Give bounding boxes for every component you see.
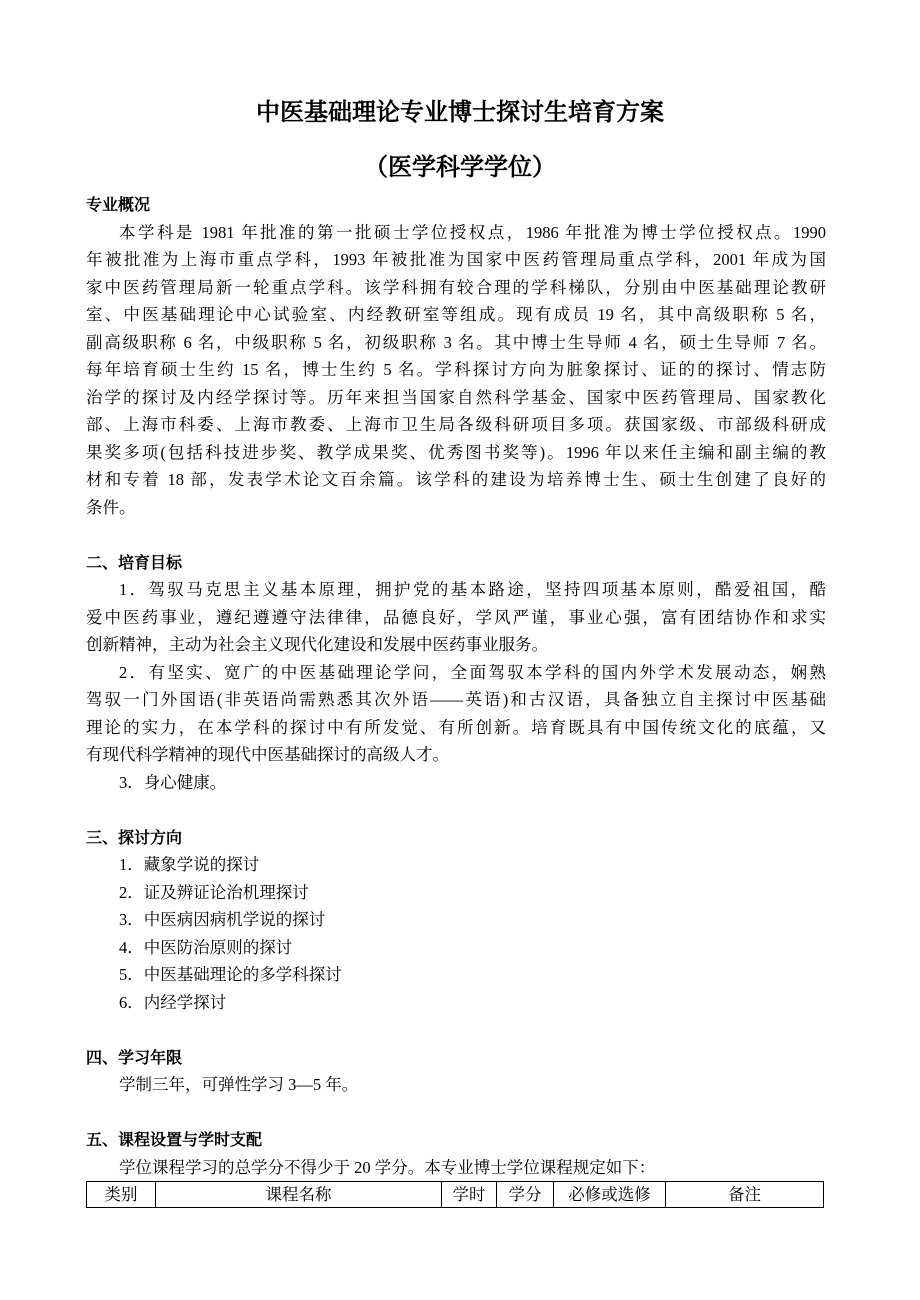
document-subtitle: （医学科学学位） <box>364 153 556 181</box>
courses-heading: 五、课程设置与学时支配 <box>86 1130 263 1149</box>
text-line: 有现代科学精神的现代中医基础探讨的高级人才。 <box>86 745 449 764</box>
text-line: 副高级职称 6 名，中级职称 5 名，初级职称 3 名。其中博士生导师 4 名，硕士生导师 7 名。 <box>86 332 826 352</box>
courses-text: 学位课程学习的总学分不得少于 20 学分。本专业博士学位课程规定如下： <box>119 1157 656 1177</box>
col-course-name: 课程名称 <box>156 1182 442 1208</box>
list-item: 3．中医病因病机学说的探讨 <box>119 910 326 929</box>
list-item: 1．藏象学说的探讨 <box>119 855 260 874</box>
text-line: 年被批准为上海市重点学科，1993 年被批准为国家中医药管理局重点学科，2001 年成为国 <box>86 250 826 269</box>
col-credits: 学分 <box>497 1182 554 1208</box>
text-line: 家中医药管理局新一轮重点学科。该学科拥有较合理的学科梯队，分别由中医基础理论教研 <box>86 277 826 297</box>
text-line: 创新精神，主动为社会主义现代化建设和发展中医药事业服务。 <box>86 635 548 654</box>
text-line: 果奖多项(包括科技进步奖、教学成果奖、优秀图书奖等)。1996 年以来任主编和副主编的教 <box>86 442 826 462</box>
text-line: 条件。 <box>86 497 136 517</box>
table-header-row <box>87 1182 824 1208</box>
col-category: 类别 <box>87 1182 156 1208</box>
list-item: 6．内经学探讨 <box>119 992 227 1012</box>
text-line: 理论的实力，在本学科的探讨中有所发觉、有所创新。培育既具有中国传统文化的底蕴，又 <box>86 717 826 737</box>
text-line: 每年培育硕士生约 15 名，博士生约 5 名。学科探讨方向为脏象探讨、证的的探讨、情志防 <box>86 360 826 379</box>
directions-heading: 三、探讨方向 <box>86 827 183 847</box>
goals-paragraphs <box>86 576 826 796</box>
text-line: 治学的探讨及内经学探讨等。历年来担当国家自然科学基金、国家中医药管理局、国家教化 <box>86 387 826 407</box>
document-title: 中医基础理论专业博士探讨生培育方案 <box>256 98 664 126</box>
text-line: 材和专着 18 部，发表学术论文百余篇。该学科的建设为培养博士生、硕士生创建了良好的 <box>86 470 826 489</box>
text-line: 3．身心健康。 <box>119 772 227 792</box>
course-table <box>86 1181 824 1208</box>
duration-heading: 四、学习年限 <box>86 1047 183 1067</box>
text-line: 本学科是 1981 年批准的第一批硕士学位授权点，1986 年批准为博士学位授权点。1990 <box>119 222 826 242</box>
col-required-elective: 必修或选修 <box>554 1182 666 1208</box>
document-body <box>86 191 826 1208</box>
text-line: 驾驭一门外国语(非英语尚需熟悉其次外语——英语)和古汉语，具备独立自主探讨中医基础 <box>86 690 826 709</box>
goals-heading: 二、培育目标 <box>86 552 183 572</box>
list-item: 4．中医防治原则的探讨 <box>119 937 293 957</box>
text-line: 部、上海市科委、上海市教委、上海市卫生局各级科研项目多项。获国家级、市部级科研成 <box>86 415 826 434</box>
directions-list <box>86 851 826 1016</box>
col-hours: 学时 <box>442 1182 497 1208</box>
duration-text: 学制三年，可弹性学习 3—5 年。 <box>119 1075 359 1094</box>
text-line: 爱中医药事业，遵纪遵遵守法律律，品德良好，学风严谨，事业心强，富有团结协作和求实 <box>86 607 826 627</box>
overview-paragraph <box>86 219 826 522</box>
overview-heading: 专业概况 <box>86 195 151 214</box>
col-notes: 备注 <box>666 1182 824 1208</box>
list-item: 2．证及辨证论治机理探讨 <box>119 882 309 902</box>
text-line: 室、中医基础理论中心试验室、内经教研室等组成。现有成员 19 名，其中高级职称 5 名， <box>86 305 826 324</box>
list-item: 5．中医基础理论的多学科探讨 <box>119 965 342 984</box>
text-line: 2．有坚实、宽广的中医基础理论学问，全面驾驭本学科的国内外学术发展动态，娴熟 <box>119 662 826 682</box>
text-line: 1．驾驭马克思主义基本原理，拥护党的基本路途，坚持四项基本原则，酷爱祖国，酷 <box>119 580 826 599</box>
